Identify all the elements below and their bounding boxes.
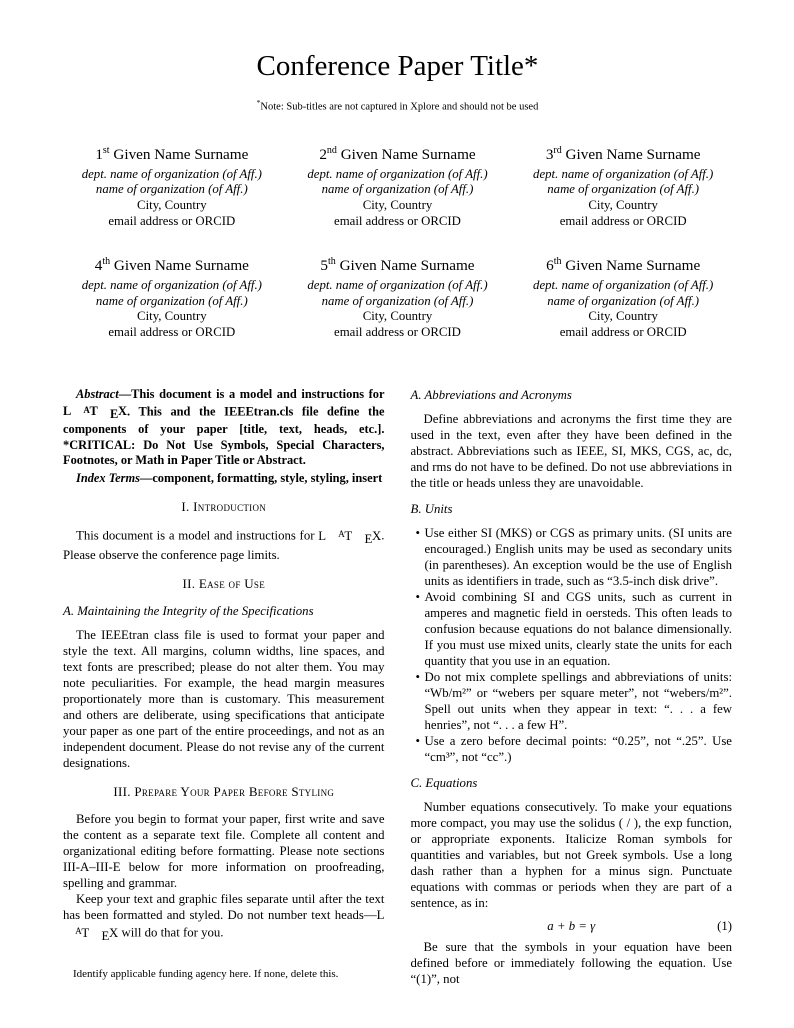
- abstract: Abstract—This document is a model and instructions for L AT EX. This and the IEEEtran.cls file define the components of your paper [title, text, heads, etc.]. *CRITICAL: Do Not Use Symbols, Special Characters, Footnotes, or Math in Paper Title or Abstract.: [63, 387, 385, 468]
- author-name: 5th Given Name Surname: [320, 255, 475, 274]
- author-city-country: City, Country: [362, 309, 433, 324]
- left-column: [63, 387, 385, 981]
- author-city-country: City, Country: [137, 309, 207, 324]
- author-city-country: City, Country: [588, 198, 658, 213]
- author-block: [293, 252, 503, 341]
- paragraph-abbreviations: Define abbreviations and acronyms the first time they are used in the text, even after they have been defined in the abstract. Abbreviations such as IEEE, SI, MKS, CGS, ac, dc, and rms do not have to be defined. Do not use abbreviations in the title or heads unless they are unavoidable.: [410, 412, 732, 490]
- bullet-icon: •: [415, 670, 420, 684]
- equation: [411, 918, 733, 934]
- abstract-label: Abstract: [76, 387, 119, 401]
- author-name: 1st Given Name Surname: [95, 144, 249, 163]
- author-department: dept. name of organization (of Aff.): [81, 166, 262, 181]
- author-block: [518, 141, 728, 230]
- author-organization: name of organization (of Aff.): [547, 293, 700, 308]
- index-terms: Index Terms—component, formatting, style, styling, insert: [76, 470, 383, 485]
- paragraph-prepare-2: Keep your text and graphic files separate until after the text has been formatted and styled. Do not number text heads—LAT EX will do that for you.: [63, 892, 385, 943]
- bullet-icon: •: [415, 734, 420, 748]
- author-city-country: City, Country: [588, 309, 658, 324]
- list-item: • Avoid combining SI and CGS units, such as current in amperes and magnetic field in oersteds. This often leads to confusion because equations do not balance dimensionally. If you must use mixed units, clearly state the units for each quantity that you use in an equation.: [411, 589, 733, 669]
- paper-title: Conference Paper Title*: [256, 50, 539, 82]
- list-item: • Do not mix complete spellings and abbreviations of units: “Wb/m²” or “webers per square meter”, not “webers/m²”. Spell out units when they appear in text: “. . . a few henries”, not “. . . a few H”.: [411, 669, 733, 733]
- author-department: dept. name of organization (of Aff.): [533, 277, 714, 292]
- latex-logo: L AT EX: [318, 529, 382, 547]
- author-name: 2nd Given Name Surname: [319, 144, 476, 163]
- subsection-heading-abbreviations: A. Abbreviations and Acronyms: [410, 388, 572, 402]
- list-item: • Use either SI (MKS) or CGS as primary units. (SI units are encouraged.) English units may be used as secondary units (in parentheses). An exception would be the use of English units as identifiers in trade, such as “3.5-inch disk drive”.: [411, 525, 733, 589]
- paragraph-introduction: This document is a model and instructions for L AT EX. Please observe the conference page limits.: [63, 529, 385, 563]
- author-organization: name of organization (of Aff.): [547, 182, 700, 197]
- list-item: • Use a zero before decimal points: “0.25”, not “.25”. Use “cm³”, not “cc”.): [411, 733, 733, 765]
- author-email: email address or ORCID: [559, 325, 687, 340]
- right-column: [411, 387, 733, 987]
- index-terms-label: Index Terms: [76, 470, 140, 485]
- title-footnote: *Note: Sub-titles are not captured in Xplore and should not be used: [256, 98, 539, 113]
- author-email: email address or ORCID: [108, 213, 236, 228]
- funding-footnote: Identify applicable funding agency here. If none, delete this.: [73, 967, 339, 980]
- section-heading-introduction: I. Introduction: [181, 499, 267, 515]
- footnote-marker: *: [256, 98, 261, 107]
- author-organization: name of organization (of Aff.): [95, 182, 248, 197]
- author-organization: name of organization (of Aff.): [95, 293, 248, 308]
- paragraph-equations-1: Number equations consecutively. To make your equations more compact, you may use the solidus ( / ), the exp function, or appropriate exponents. Italicize Roman symbols for quantities and variables, but not Greek symbols. Use a long dash rather than a hyphen for a minus sign. Punctuate equations with commas or periods when they are part of a sentence, as in:: [410, 800, 732, 910]
- author-name: 6th Given Name Surname: [546, 255, 701, 274]
- subsection-heading-integrity: A. Maintaining the Integrity of the Specifications: [63, 604, 314, 619]
- author-block: [518, 252, 728, 341]
- author-email: email address or ORCID: [559, 213, 687, 228]
- author-name: 4th Given Name Surname: [94, 255, 249, 274]
- units-bullet-list: [411, 525, 733, 765]
- author-organization: name of organization (of Aff.): [321, 182, 474, 197]
- equation-number: (1): [717, 919, 732, 933]
- bullet-icon: •: [415, 590, 420, 604]
- author-department: dept. name of organization (of Aff.): [307, 277, 488, 292]
- subsection-heading-equations: C. Equations: [410, 776, 478, 790]
- paragraph-integrity: The IEEEtran class file is used to format your paper and style the text. All margins, column widths, line spaces, and text fonts are prescribed; please do not alter them. You may note peculiarities. For example, the head margin measures proportionately more than is customary. This measurement and others are deliberate, using specifications that anticipate your paper as one part of the entire proceedings, and not as an independent document. Please do not revise any of the current designations.: [63, 628, 385, 771]
- author-department: dept. name of organization (of Aff.): [81, 277, 262, 292]
- two-column-body: [63, 387, 732, 987]
- paragraph-prepare-1: Before you begin to format your paper, first write and save the content as a separate text file. Complete all content and organizational editing before formatting. Please note sections III-A–III-E below for more information on proofreading, spelling and grammar.: [63, 812, 385, 891]
- author-block: [67, 252, 277, 341]
- latex-logo: LAT EX: [75, 908, 385, 943]
- author-organization: name of organization (of Aff.): [321, 293, 474, 308]
- author-grid: [67, 141, 728, 342]
- author-department: dept. name of organization (of Aff.): [307, 166, 488, 181]
- latex-logo: L AT EX: [63, 403, 127, 421]
- author-email: email address or ORCID: [108, 325, 236, 340]
- equation-body: a + b = γ: [547, 919, 596, 933]
- bullet-icon: •: [415, 526, 420, 540]
- author-city-country: City, Country: [362, 198, 433, 213]
- author-block: [67, 141, 277, 230]
- author-department: dept. name of organization (of Aff.): [533, 166, 714, 181]
- author-block: [293, 141, 503, 230]
- section-heading-ease-of-use: II. Ease of Use: [182, 576, 265, 592]
- subsection-heading-units: B. Units: [410, 502, 453, 516]
- author-email: email address or ORCID: [334, 213, 461, 228]
- author-city-country: City, Country: [137, 198, 207, 213]
- section-heading-prepare: III. Prepare Your Paper Before Styling: [113, 784, 335, 800]
- paragraph-equations-2: Be sure that the symbols in your equation have been defined before or immediately following the equation. Use “(1)”, not: [410, 940, 732, 986]
- author-name: 3rd Given Name Surname: [545, 144, 701, 163]
- author-email: email address or ORCID: [334, 325, 461, 340]
